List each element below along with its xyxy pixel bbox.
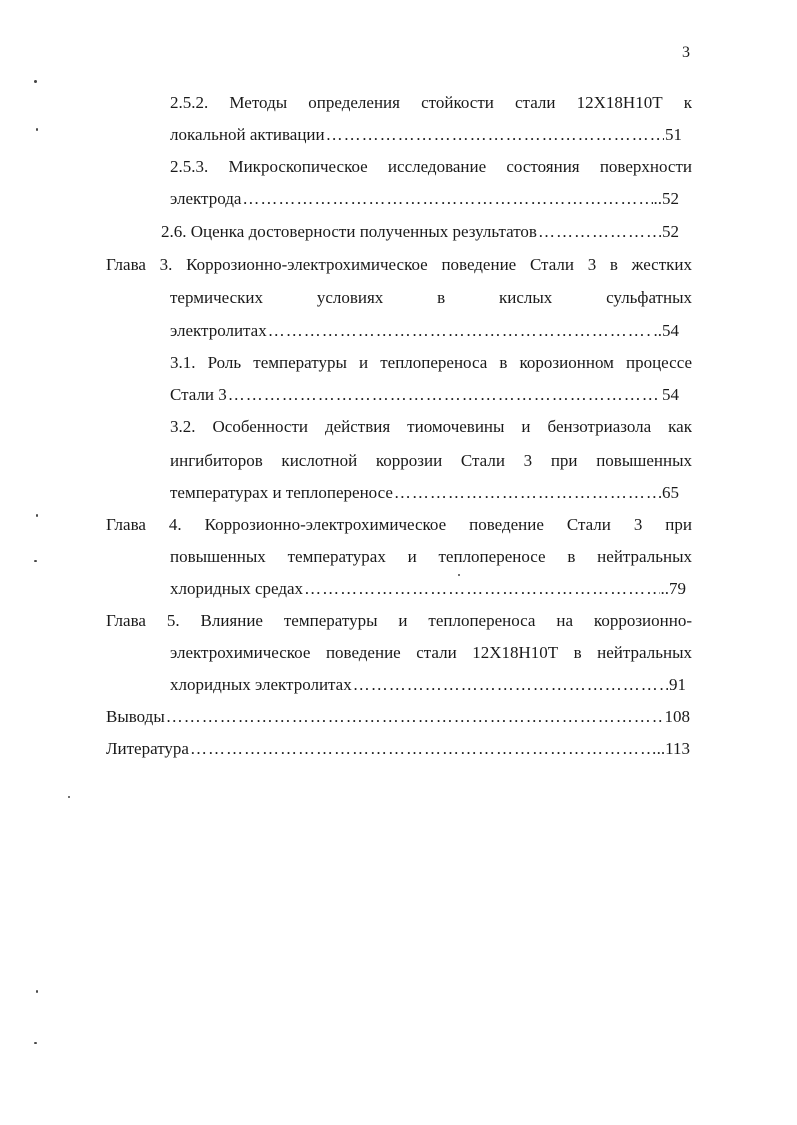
toc-conclusions-title: Выводы <box>106 707 165 726</box>
scan-speck <box>34 560 37 562</box>
toc-entry-3-1-title-end: Стали 3 <box>170 385 227 404</box>
scan-speck <box>68 796 70 798</box>
toc-entry-2-5-2-title-end: локальной активации <box>170 125 325 144</box>
toc-chapter-4-page: ..79 <box>660 579 686 598</box>
toc-chapter-4-line3 <box>170 578 686 600</box>
toc-entry-2-5-3-title-end: электрода <box>170 189 242 208</box>
toc-chapter-5-line1: Глава 5. Влияние температуры и теплопереноса на коррозионно- <box>106 611 692 630</box>
toc-entry-3-1-page: 54 <box>662 385 679 404</box>
scan-speck <box>34 1042 37 1044</box>
toc-entry-3-2-title-end: температурах и теплопереносе <box>170 483 393 502</box>
toc-chapter-5-page: 91 <box>669 675 686 694</box>
dot-leader <box>242 188 652 210</box>
dot-leader <box>353 674 668 696</box>
dot-leader <box>166 706 664 728</box>
toc-entry-2-5-2-line2 <box>170 124 682 146</box>
dot-leader <box>268 320 653 342</box>
toc-chapter-5-title-end: хлоридных электролитах <box>170 675 352 694</box>
toc-chapter-4-line2: повышенных температурах и теплопереносе в нейтральных <box>170 547 692 566</box>
toc-chapter-4-title-end: хлоридных средах <box>170 579 304 598</box>
scan-speck <box>458 574 460 576</box>
toc-conclusions-page: 108 <box>664 707 690 726</box>
toc-references <box>106 738 690 760</box>
scan-speck <box>36 128 38 131</box>
toc-references-title: Литература <box>106 739 189 758</box>
toc-entry-2-5-3-line2 <box>170 188 679 210</box>
toc-entry-2-5-3-page: ..52 <box>653 189 679 208</box>
scan-speck <box>36 990 38 993</box>
toc-chapter-4-line1: Глава 4. Коррозионно-электрохимическое поведение Стали 3 при <box>106 515 692 534</box>
toc-entry-3-2-page: 65 <box>662 483 679 502</box>
toc-entry-2-5-3-line1: 2.5.3. Микроскопическое исследование состояния поверхности <box>170 157 692 176</box>
toc-chapter-3-line1: Глава 3. Коррозионно-электрохимическое поведение Стали 3 в жестких <box>106 255 692 274</box>
toc-entry-3-2-line2: ингибиторов кислотной коррозии Стали 3 при повышенных <box>170 451 692 470</box>
dot-leader <box>304 578 659 600</box>
toc-chapter-3-line3 <box>170 320 679 342</box>
toc-entry-2-6-page: 52 <box>662 222 679 241</box>
page-number: 3 <box>682 44 690 61</box>
dot-leader <box>228 384 661 406</box>
toc-chapter-5-line3 <box>170 674 686 696</box>
toc-entry-3-2-line1: 3.2. Особенности действия тиомочевины и бензотриазола как <box>170 417 692 436</box>
scan-speck <box>34 80 37 83</box>
toc-references-page: ..113 <box>656 739 690 758</box>
dot-leader <box>394 482 661 504</box>
dot-leader <box>538 221 661 243</box>
toc-chapter-3-page: ..54 <box>653 321 679 340</box>
toc-chapter-3-title-end: электролитах <box>170 321 267 340</box>
toc-entry-2-5-2-line1: 2.5.2. Методы определения стойкости стали 12Х18Н10Т к <box>170 93 692 112</box>
toc-entry-2-6-title: 2.6. Оценка достоверности полученных результатов <box>161 222 537 241</box>
toc-chapter-5-line2: электрохимическое поведение стали 12Х18Н10Т в нейтральных <box>170 643 692 662</box>
toc-entry-2-5-2-page: 51 <box>665 125 682 144</box>
dot-leader <box>190 738 656 760</box>
toc-entry-2-6 <box>161 221 679 243</box>
scan-speck <box>36 514 38 517</box>
dot-leader <box>326 124 664 146</box>
toc-conclusions <box>106 706 690 728</box>
toc-entry-3-2-line3 <box>170 482 679 504</box>
toc-entry-3-1-line1: 3.1. Роль температуры и теплопереноса в корозионном процессе <box>170 353 692 372</box>
toc-entry-3-1-line2 <box>170 384 679 406</box>
toc-chapter-3-line2: термических условиях в кислых сульфатных <box>170 288 692 307</box>
